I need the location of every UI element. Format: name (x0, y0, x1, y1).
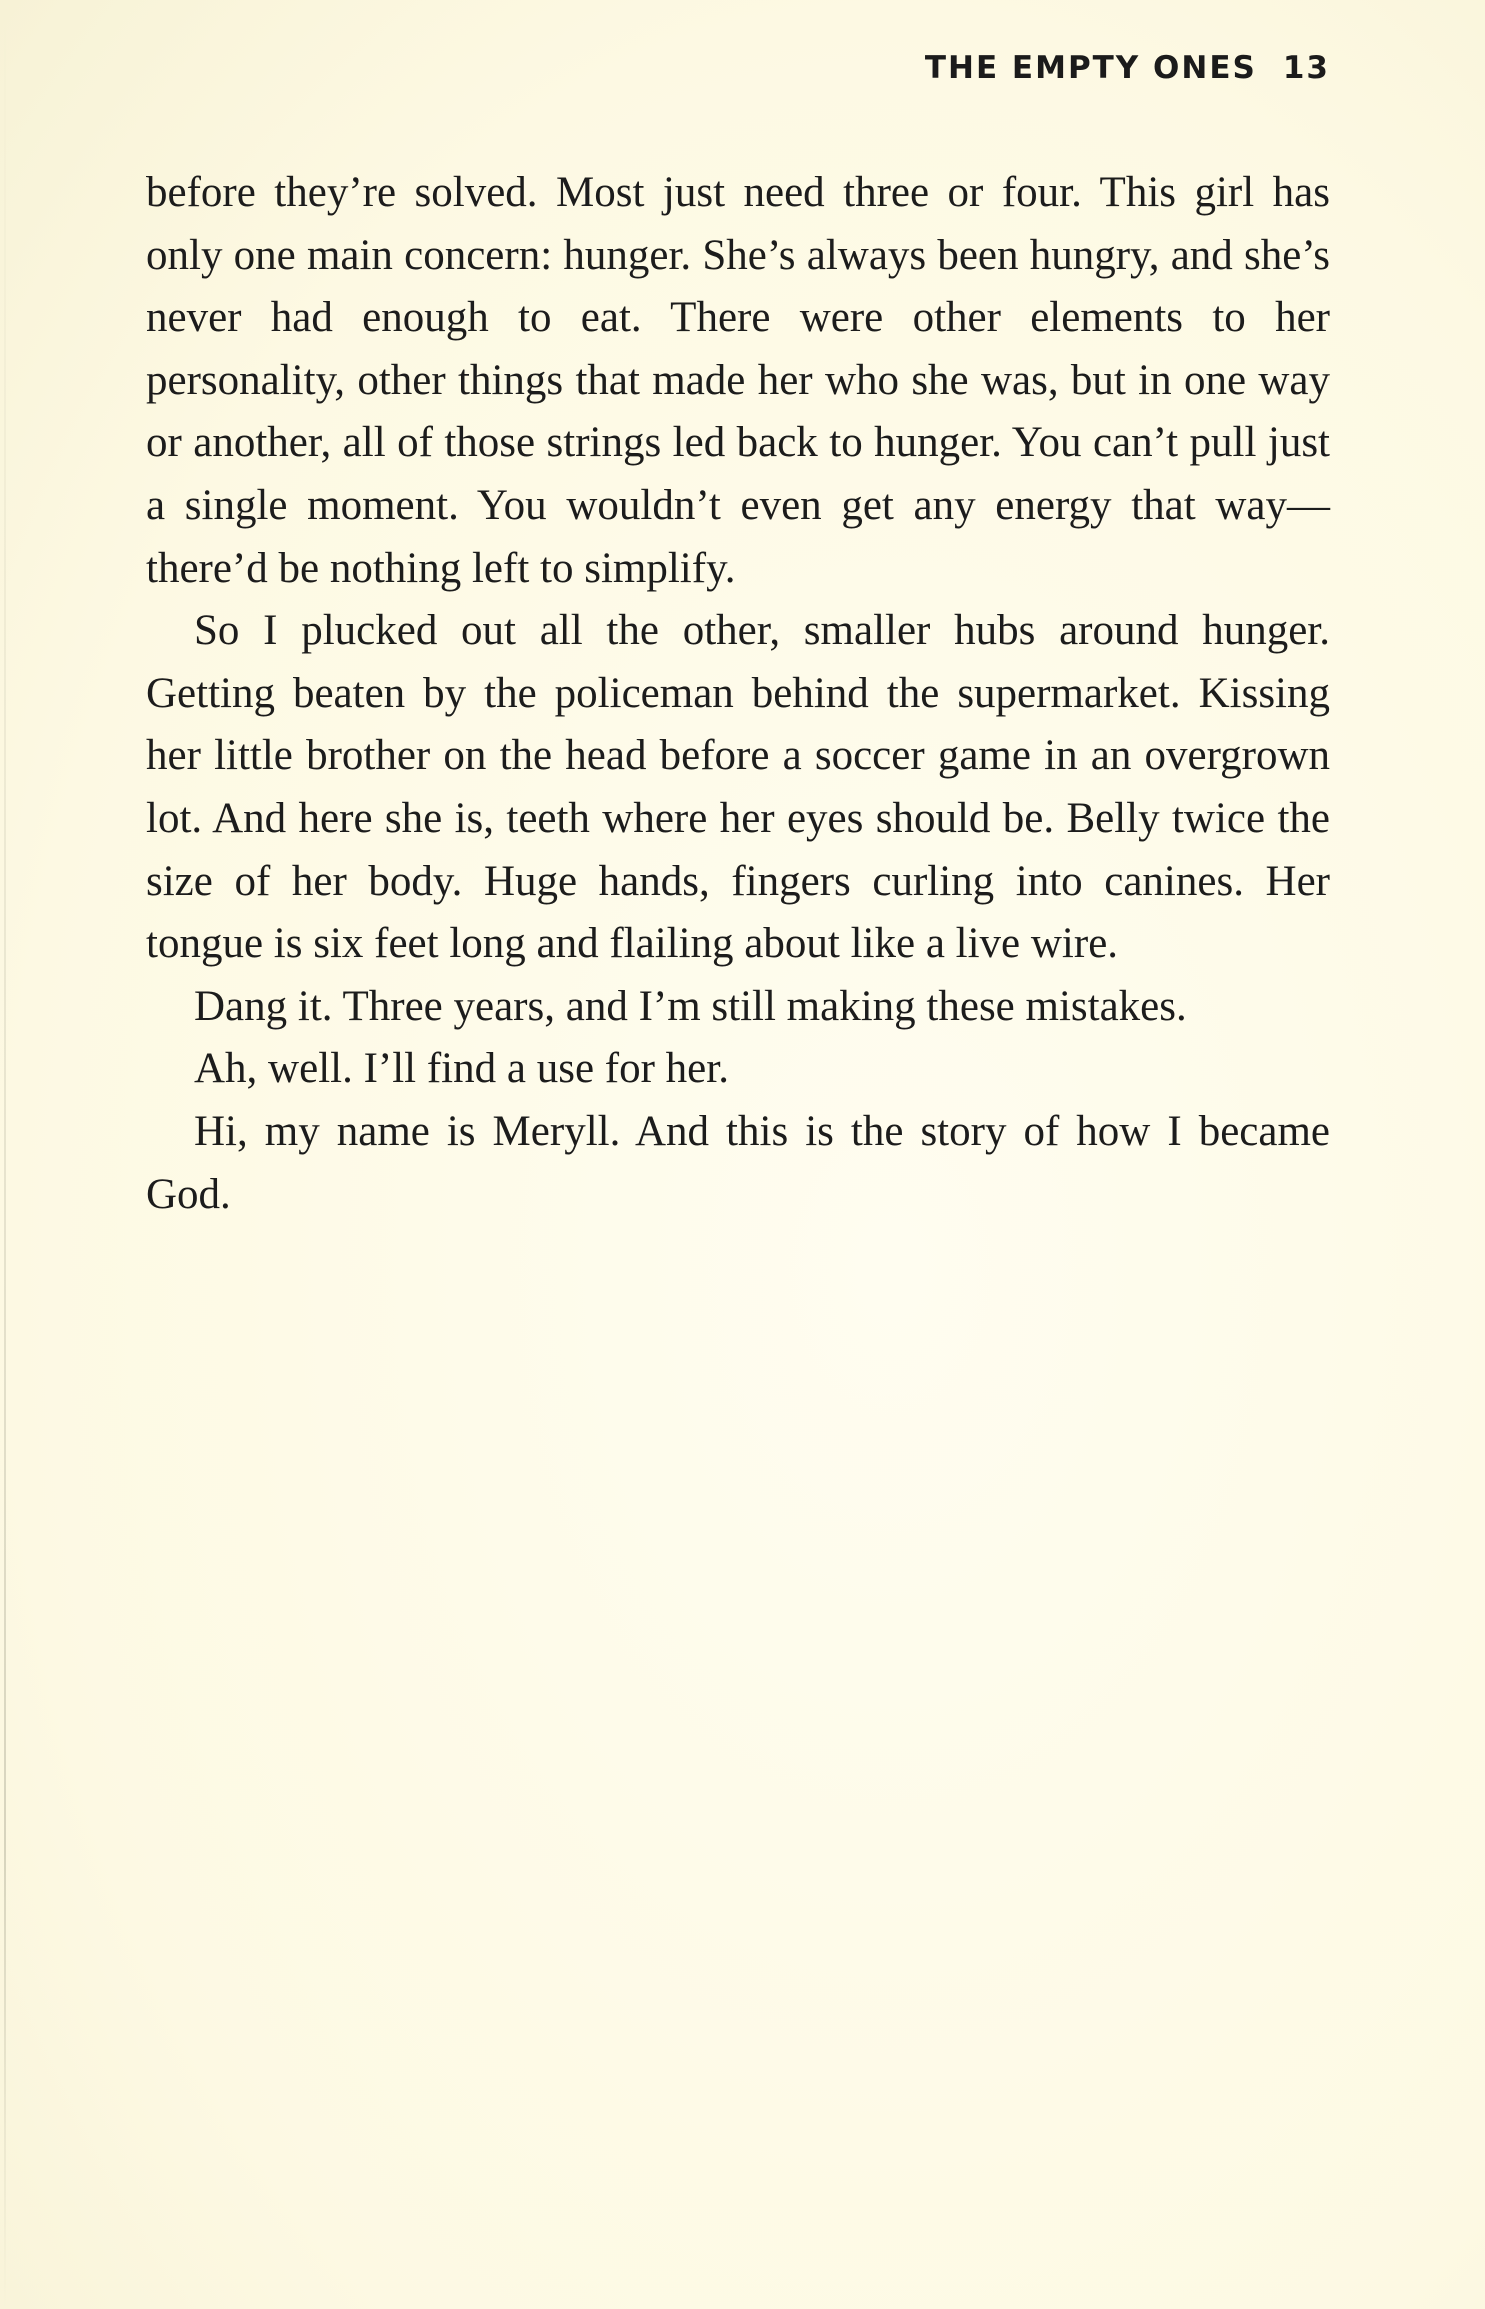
paragraph: So I plucked out all the other, smaller hubs around hunger. Getting beaten by the policeman behind the supermarket. Kissing her little brother on the head before a soccer game in an overgrown lot. And here she is, teeth where her eyes should be. Belly twice the size of her body. Huge hands, fingers curling into canines. Her tongue is six feet long and flailing about like a live wire. (146, 607, 1330, 968)
paragraph: Dang it. Three years, and I’m still making these mistakes. (194, 982, 1187, 1030)
paragraph: Hi, my name is Meryll. And this is the story of how I became God. (146, 1107, 1330, 1218)
paragraph: Ah, well. I’ll find a use for her. (194, 1045, 729, 1093)
running-head (925, 50, 1330, 86)
page-number: 13 (1282, 50, 1330, 86)
running-head-title: THE EMPTY ONES (924, 50, 1257, 86)
paragraph-continued: before they’re solved. Most just need three or four. This girl has only one main concern: hunger. She’s always been hungry, and she’s never had enough to eat. There were other elements to her personality, other things that made her who she was, but in one way or another, all of those strings led back to hunger. You can’t pull just a single moment. You wouldn’t even get any energy that way—there’d be nothing left to simplify. (146, 169, 1330, 592)
scan-edge-shadow (4, 0, 6, 2309)
body-text (146, 162, 1330, 1226)
